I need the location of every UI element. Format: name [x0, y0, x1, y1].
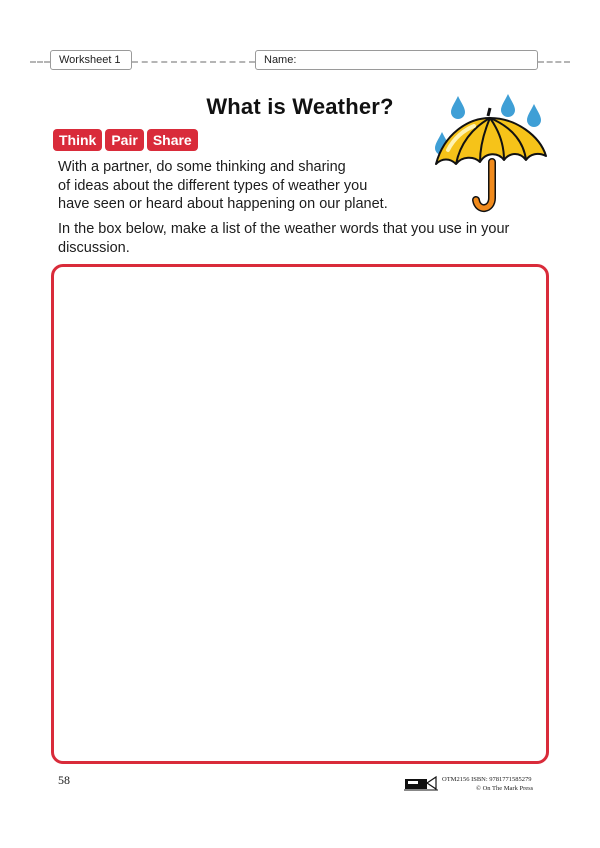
name-label: Name: [264, 54, 297, 66]
name-field[interactable] [255, 50, 538, 70]
text-line: discussion. [58, 239, 130, 256]
think-pair-share [53, 129, 198, 151]
page-title: What is Weather? [206, 94, 394, 119]
footer-publication-info [442, 775, 533, 793]
text-line: In the box below, make a list of the weather words that you use in your [58, 221, 510, 237]
header-dash-left [30, 61, 50, 63]
text-line: of ideas about the different types of weather you [58, 177, 368, 194]
text-line: have seen or heard about happening on our planet. [58, 196, 388, 212]
umbrella-icon [428, 94, 558, 222]
footer-publisher: © On The Mark Press [476, 785, 534, 792]
answer-box[interactable] [51, 264, 549, 764]
share-tag: Share [147, 129, 198, 151]
page-number: 58 [58, 773, 70, 787]
worksheet-label: Worksheet 1 [50, 50, 132, 70]
instructions-paragraph-2 [58, 220, 509, 257]
publisher-logo-icon [404, 775, 438, 791]
think-tag: Think [53, 129, 102, 151]
pair-tag: Pair [105, 129, 143, 151]
header-dash-middle [132, 61, 255, 63]
header-dash-right [538, 61, 570, 63]
text-line: With a partner, do some thinking and sharing [58, 159, 346, 175]
instructions-paragraph-1 [58, 158, 388, 214]
footer-code: OTM2156 ISBN: 9781771585279 [442, 776, 532, 783]
